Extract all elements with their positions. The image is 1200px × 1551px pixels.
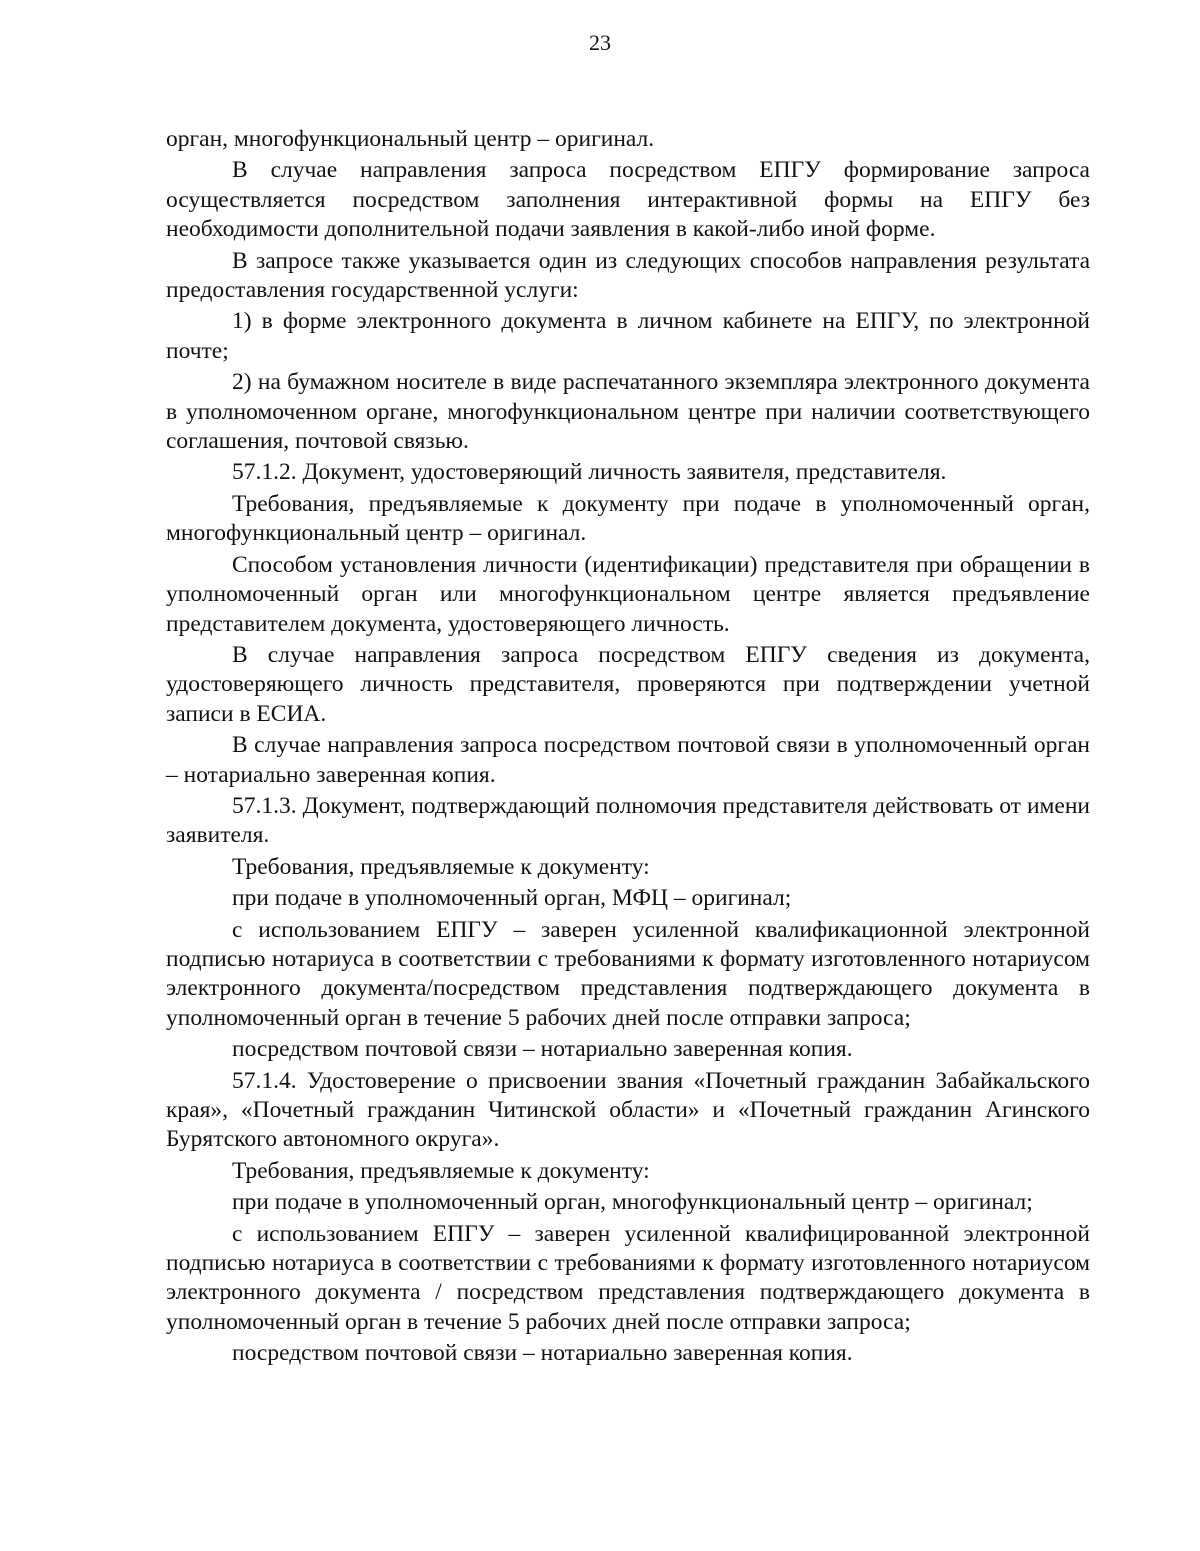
paragraph: с использованием ЕПГУ – заверен усиленной квалифицированной электронной подписью нотариуса в соответствии с требованиями к формату изготовленного нотариусом электронного документа / посредством представления подтверждающего документа в уполномоченный орган в течение 5 рабочих дней после отправки запроса; bbox=[166, 1220, 1090, 1335]
paragraph: с использованием ЕПГУ – заверен усиленной квалификационной электронной подписью нотариуса в соответствии с требованиями к формату изготовленного нотариусом электронного документа/посредством представления подтверждающего документа в уполномоченный орган в течение 5 рабочих дней после отправки запроса; bbox=[166, 916, 1090, 1031]
page-number: 23 bbox=[589, 30, 611, 55]
paragraph: В случае направления запроса посредством ЕПГУ формирование запроса осуществляется посредством заполнения интерактивной формы на ЕПГУ без необходимости дополнительной подачи заявления в какой-либо иной форме. bbox=[166, 157, 1090, 243]
paragraph: Способом установления личности (идентификации) представителя при обращении в уполномоченный орган или многофункциональном центре является предъявление представителем документа, удостоверяющего личность. bbox=[166, 551, 1090, 637]
paragraph: при подаче в уполномоченный орган, МФЦ – оригинал; bbox=[232, 885, 792, 912]
list-item: 1) в форме электронного документа в личном кабинете на ЕПГУ, по электронной почте; bbox=[166, 308, 1090, 364]
paragraph: Требования, предъявляемые к документу: bbox=[232, 1157, 650, 1184]
paragraph: Требования, предъявляемые к документу: bbox=[232, 853, 650, 880]
section-heading: 57.1.3. Документ, подтверждающий полномочия представителя действовать от имени заявителя. bbox=[166, 792, 1090, 849]
list-item: 2) на бумажном носителе в виде распечатанного экземпляра электронного документа в уполномоченном органе, многофункциональном центре при наличии соответствующего соглашения, почтовой связью. bbox=[166, 369, 1090, 455]
section-heading: 57.1.4. Удостоверение о присвоении звания «Почетный гражданин Забайкальского края», «Почетный гражданин Читинской области» и «Почетный гражданин Агинского Бурятского автономного округа». bbox=[166, 1067, 1090, 1153]
paragraph: орган, многофункциональный центр – оригинал. bbox=[166, 126, 655, 152]
paragraph: при подаче в уполномоченный орган, многофункциональный центр – оригинал; bbox=[232, 1189, 1033, 1216]
paragraph: посредством почтовой связи – нотариально заверенная копия. bbox=[232, 1340, 853, 1367]
paragraph: В запросе также указывается один из следующих способов направления результата предоставления государственной услуги: bbox=[166, 247, 1090, 304]
paragraph: Требования, предъявляемые к документу при подаче в уполномоченный орган, многофункциональный центр – оригинал. bbox=[166, 490, 1090, 547]
paragraph: В случае направления запроса посредством почтовой связи в уполномоченный орган – нотариально заверенная копия. bbox=[166, 732, 1090, 788]
section-heading: 57.1.2. Документ, удостоверяющий личность заявителя, представителя. bbox=[232, 459, 947, 486]
paragraph: В случае направления запроса посредством ЕПГУ сведения из документа, удостоверяющего личность представителя, проверяются при подтверждении учетной записи в ЕСИА. bbox=[166, 641, 1090, 727]
document-body bbox=[166, 125, 1090, 1369]
paragraph: посредством почтовой связи – нотариально заверенная копия. bbox=[232, 1036, 853, 1063]
